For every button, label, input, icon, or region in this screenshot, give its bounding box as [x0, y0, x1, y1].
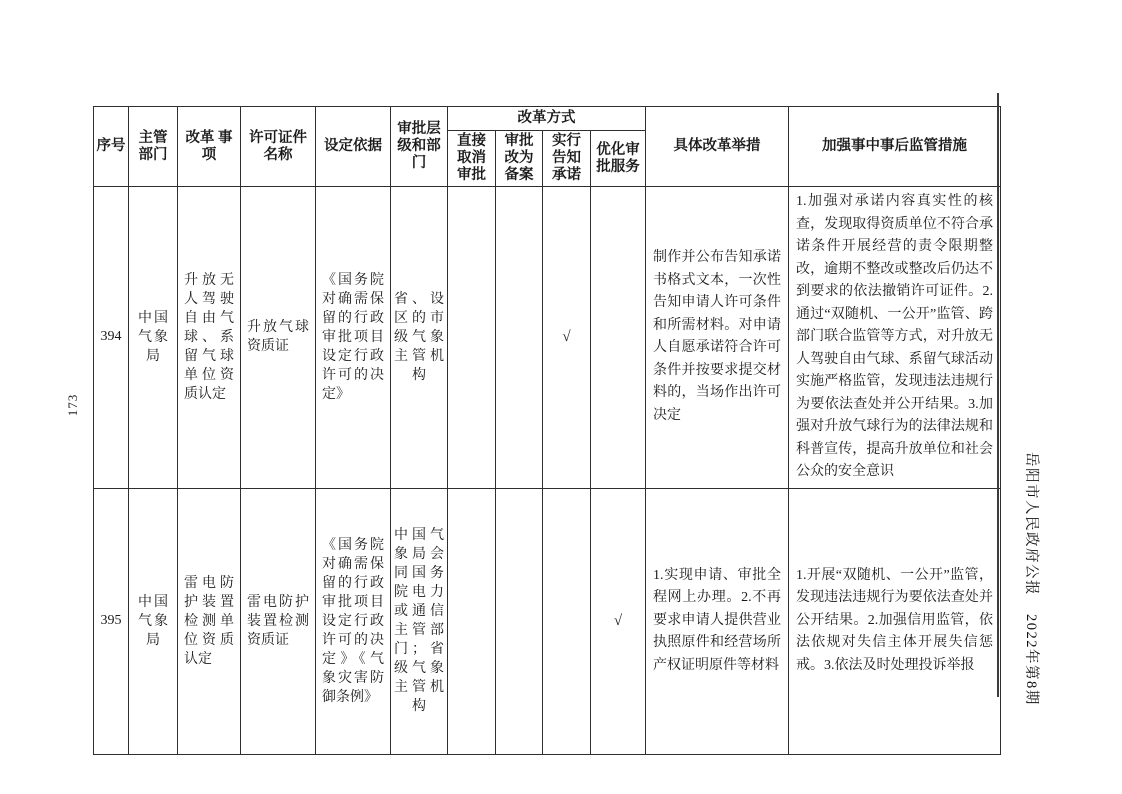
col-header-approval-level: 审批层级和部门 [391, 107, 448, 187]
cell-reform-item: 雷电防护装置检测单位资质认定 [178, 488, 241, 754]
col-header-reform-item: 改革 事项 [178, 107, 241, 187]
cell-reform-item: 升放无人驾驶自由气球、系留气球单位资质认定 [178, 187, 241, 489]
col-header-optimize-service: 优化审批服务 [591, 131, 646, 187]
cell-optimize-service-check: √ [591, 488, 646, 754]
cell-department: 中国气象局 [129, 488, 178, 754]
col-header-measures: 具体改革举措 [646, 107, 789, 187]
col-header-license-name: 许可证件 名称 [241, 107, 316, 187]
cell-change-to-filing [496, 488, 543, 754]
cell-license-name: 雷电防护装置检测资质证 [241, 488, 316, 754]
cell-department: 中国气象局 [129, 187, 178, 489]
header-row-1 [94, 107, 1001, 131]
cell-index: 394 [94, 187, 129, 489]
col-header-reform-method: 改革方式 [448, 107, 646, 131]
col-header-direct-cancel: 直接 取消 审批 [448, 131, 496, 187]
cell-license-name: 升放气球资质证 [241, 187, 316, 489]
cell-measures: 1.实现申请、审批全程网上办理。2.不再要求申请人提供营业执照原件和经营场所产权证明原件等材料 [646, 488, 789, 754]
page-number: 173 [65, 393, 80, 417]
col-header-setting-basis: 设定依据 [316, 107, 391, 187]
col-header-index: 序号 [94, 107, 129, 187]
gazette-title: 岳阳市人民政府公报 [1023, 452, 1039, 596]
cell-supervision: 1.加强对承诺内容真实性的核查，发现取得资质单位不符合承诺条件开展经营的责令限期整改，逾期不整改或整改后仍达不到要求的依法撤销许可证件。2.通过“双随机、一公开”监管、跨部门联合监管等方式，对升放无人驾驶自由气球、系留气球活动实施严格监管，发现违法违规行为要依法查处并公开结果。3.加强对升放气球行为的法律法规和科普宣传，提高升放单位和社会公众的安全意识 [789, 187, 1001, 489]
gazette-issue: 2022年第8期 [1023, 614, 1039, 706]
cell-approval-level: 省、设区的市级气象主管机构 [391, 187, 448, 489]
cell-measures: 制作并公布告知承诺书格式文本，一次性告知申请人许可条件和所需材料。对申请人自愿承诺符合许可条件并按要求提交材料的，当场作出许可决定 [646, 187, 789, 489]
col-header-supervision: 加强事中事后监管措施 [789, 107, 1001, 187]
col-header-notification-commitment: 实行 告知 承诺 [543, 131, 591, 187]
cell-direct-cancel [448, 488, 496, 754]
cell-supervision: 1.开展“双随机、一公开”监管，发现违法违规行为要依法查处并公开结果。2.加强信用监管，依法依规对失信主体开展失信惩戒。3.依法及时处理投诉举报 [789, 488, 1001, 754]
cell-approval-level: 中国气象局会同国务院电力或通信主管部门；省级气象主管机构 [391, 488, 448, 754]
cell-setting-basis: 《国务院对确需保留的行政审批项目设定行政许可的决定》《气象灾害防御条例》 [316, 488, 391, 754]
cell-notification-commitment [543, 488, 591, 754]
cell-direct-cancel [448, 187, 496, 489]
cell-index: 395 [94, 488, 129, 754]
table-row-394 [94, 187, 1001, 489]
col-header-department: 主管部门 [129, 107, 178, 187]
col-header-change-to-filing: 审批 改为 备案 [496, 131, 543, 187]
cell-change-to-filing [496, 187, 543, 489]
cell-setting-basis: 《国务院对确需保留的行政审批项目设定行政许可的决定》 [316, 187, 391, 489]
reform-items-table [93, 106, 1001, 755]
margin-rule [997, 93, 999, 697]
cell-notification-commitment-check: √ [543, 187, 591, 489]
cell-optimize-service [591, 187, 646, 489]
gazette-side-title [1022, 452, 1043, 706]
table-row-395 [94, 488, 1001, 754]
